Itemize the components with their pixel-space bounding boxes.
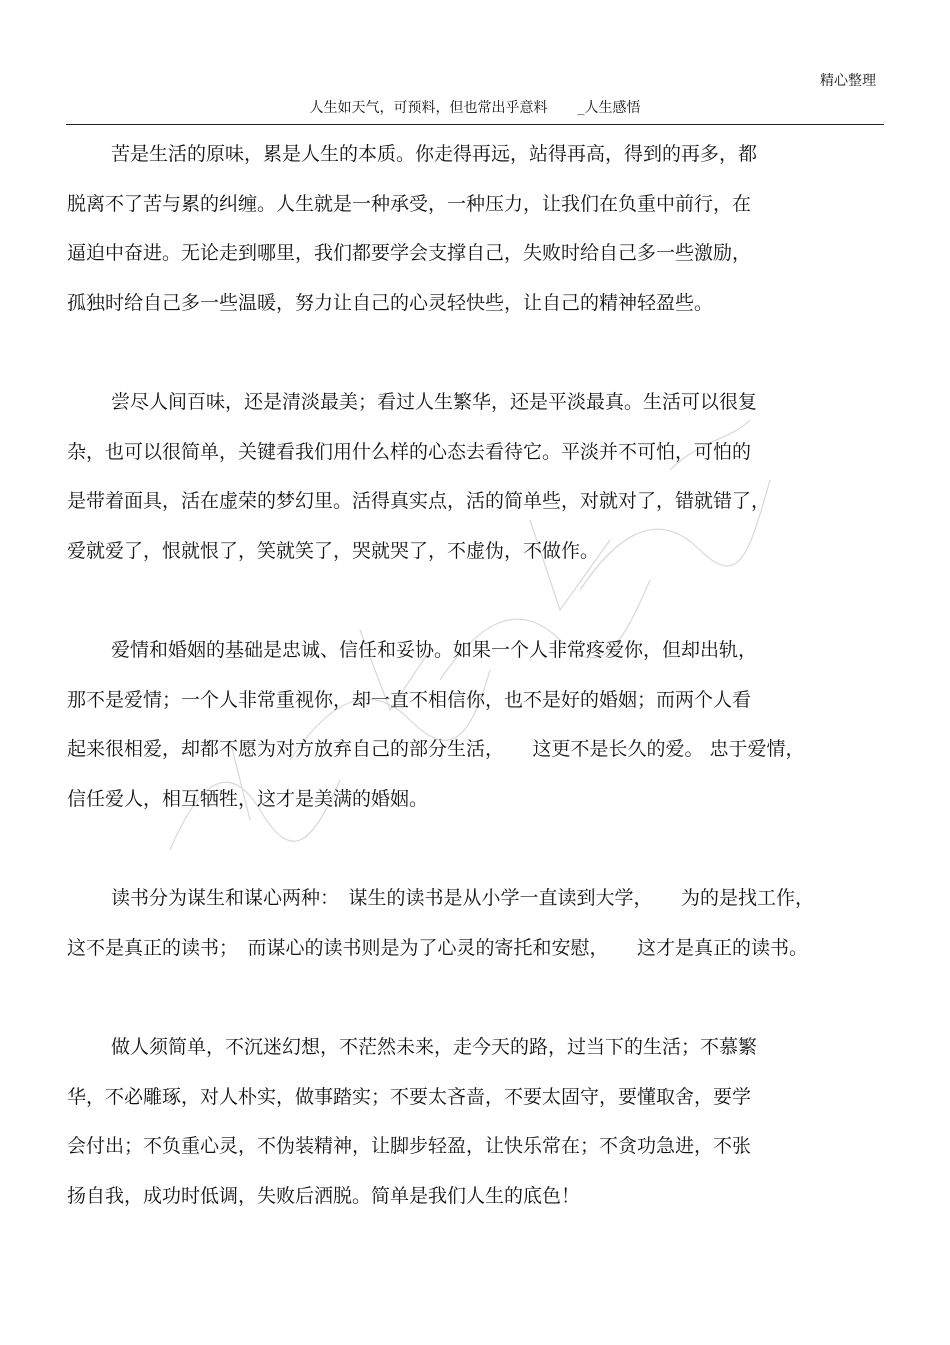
- paragraph-line: 孤独时给自己多一些温暖，努力让自己的心灵轻快些，让自己的精神轻盈些。: [67, 291, 714, 314]
- paragraph-line: 逼迫中奋进。无论走到哪里，我们都要学会支撑自己，失败时给自己多一些激励，: [67, 242, 752, 264]
- paragraph-line: 做人须简单，不沉迷幻想，不茫然未来，走今天的路，过当下的生活；不慕繁: [111, 1036, 758, 1058]
- paragraph-line: 扬自我，成功时低调，失败后洒脱。简单是我们人生的底色！: [67, 1184, 581, 1207]
- paragraph-line: 读书分为谋生和谋心两种： 谋生的读书是从小学一直读到大学， 为的是找工作，: [111, 887, 815, 909]
- paragraph-line: 爱就爱了，恨就恨了，笑就笑了，哭就哭了，不虚伪，不做作。: [67, 539, 600, 562]
- paragraph-line: 脱离不了苦与累的纠缠。人生就是一种承受，一种压力，让我们在负重中前行，在: [67, 192, 752, 215]
- paragraph-line: 杂，也可以很简单，关键看我们用什么样的心态去看待它。平淡并不可怕，可怕的: [67, 440, 752, 463]
- paragraph-line: 爱情和婚姻的基础是忠诚、信任和妥协。如果一个人非常疼爱你，但却出轨，: [111, 639, 758, 661]
- paragraph-3: [67, 626, 867, 824]
- article-body: [67, 130, 867, 1221]
- paragraph-1: [67, 130, 867, 328]
- paragraph-line: 这不是真正的读书； 而谋心的读书则是为了心灵的寄托和安慰， 这才是真正的读书。: [67, 936, 809, 959]
- header-left-text: 人生如天气，可预料，但也常出乎意料: [309, 100, 548, 116]
- running-header: [0, 97, 950, 117]
- header-right-text: _人生感悟: [577, 100, 641, 116]
- corner-note: 精心整理: [820, 73, 876, 89]
- paragraph-5: [67, 1023, 867, 1221]
- paragraph-line: 是带着面具，活在虚荣的梦幻里。活得真实点，活的简单些，对就对了，错就错了，: [67, 490, 771, 512]
- paragraph-line: 那不是爱情；一个人非常重视你，却一直不相信你，也不是好的婚姻；而两个人看: [67, 688, 752, 711]
- paragraph-line: 会付出；不负重心灵，不伪装精神，让脚步轻盈，让快乐常在；不贪功急进，不张: [67, 1135, 752, 1157]
- paragraph-line: 华，不必雕琢，对人朴实，做事踏实；不要太吝啬，不要太固守，要懂取舍，要学: [67, 1085, 752, 1108]
- paragraph-4: [67, 874, 867, 973]
- paragraph-line: 苦是生活的原味，累是人生的本质。你走得再远，站得再高，得到的再多，都: [111, 143, 758, 165]
- paragraph-line: 尝尽人间百味，还是清淡最美；看过人生繁华，还是平淡最真。生活可以很复: [111, 391, 758, 413]
- paragraph-line: 起来很相爱，却都不愿为对方放弃自己的部分生活， 这更不是长久的爱。 忠于爱情，: [67, 738, 805, 760]
- header-rule: [66, 124, 884, 125]
- paragraph-line: 信任爱人，相互牺牲，这才是美满的婚姻。: [67, 787, 429, 810]
- paragraph-2: [67, 378, 867, 576]
